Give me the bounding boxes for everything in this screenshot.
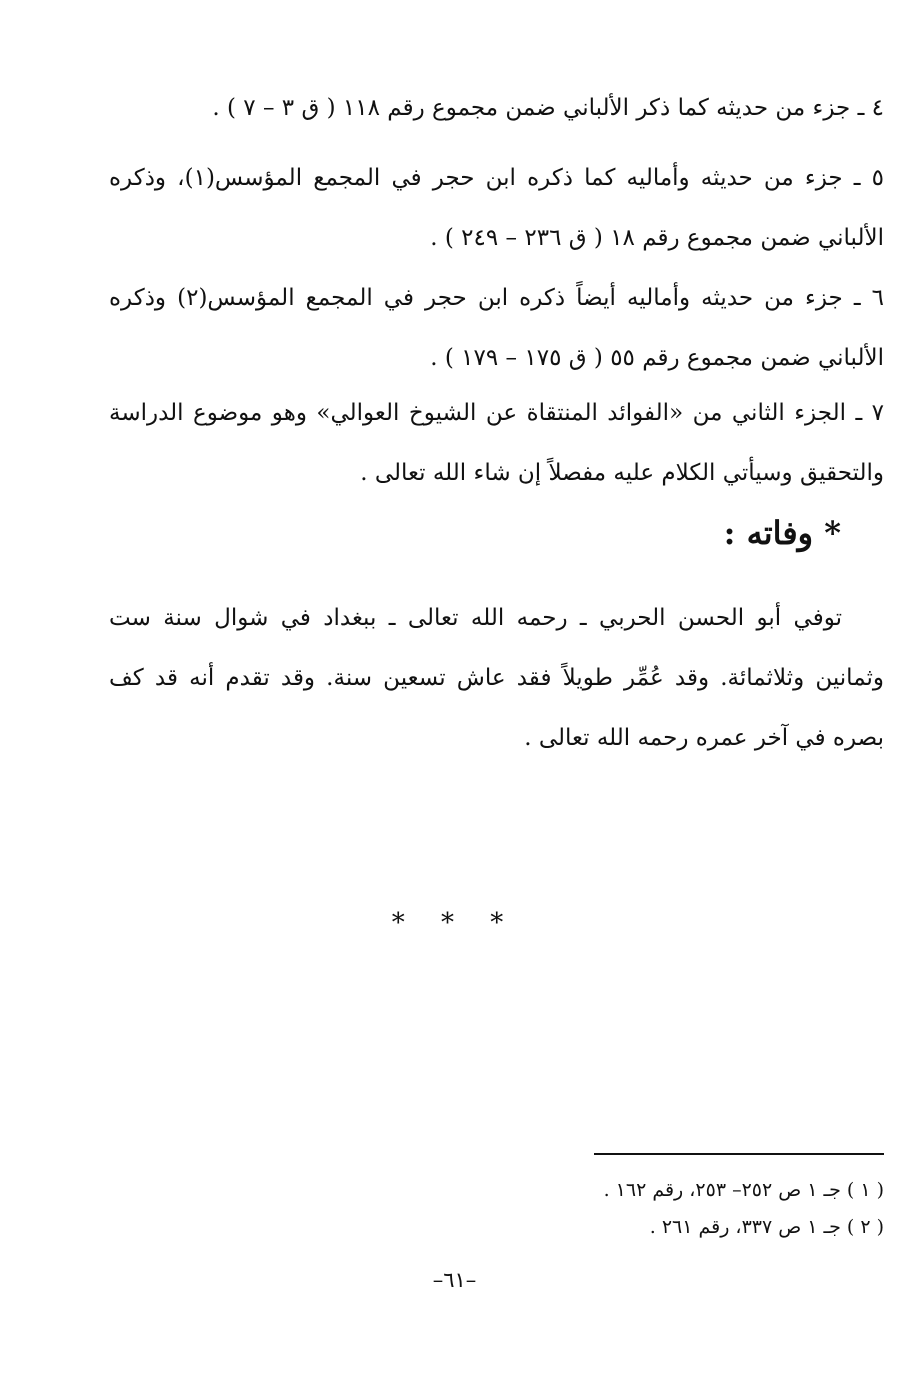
section-heading: * وفاته : (723, 514, 841, 552)
list-item-6: ٦ ـ جزء من حديثه وأماليه أيضاً ذكره ابن حجر في المجمع المؤسس(٢) وذكره الألباني ضمن مجموع رقم ٥٥ ( ق ١٧٥ – ١٧٩ ) . (109, 285, 884, 371)
death-paragraph: توفي أبو الحسن الحربي ـ رحمه الله تعالى ـ ببغداد في شوال سنة ست وثمانين وثلاثمائة. وقد عُمِّر طويلاً فقد عاش تسعين سنة. وقد تقدم أنه قد كف بصره في آخر عمره رحمه الله تعالى . (109, 605, 884, 751)
list-item-4: ٤ ـ جزء من حديثه كما ذكر الألباني ضمن مجموع رقم ١١٨ ( ق ٣ – ٧ ) . (212, 95, 884, 121)
section-separator: * * * (391, 908, 518, 938)
footnote-2: ( ٢ ) جـ ١ ص ٣٣٧، رقم ٢٦١ . (649, 1216, 884, 1238)
footnote-1: ( ١ ) جـ ١ ص ٢٥٢– ٢٥٣، رقم ١٦٢ . (603, 1179, 884, 1201)
page-number: –٦١– (432, 1268, 477, 1292)
list-item-5: ٥ ـ جزء من حديثه وأماليه كما ذكره ابن حجر في المجمع المؤسس(١)، وذكره الألباني ضمن مجموع رقم ١٨ ( ق ٢٣٦ – ٢٤٩ ) . (109, 165, 884, 251)
list-item-7: ٧ ـ الجزء الثاني من «الفوائد المنتقاة عن الشيوخ العوالي» وهو موضوع الدراسة والتحقيق وسيأتي الكلام عليه مفصلاً إن شاء الله تعالى . (109, 400, 884, 486)
footnote-divider (594, 1153, 884, 1155)
